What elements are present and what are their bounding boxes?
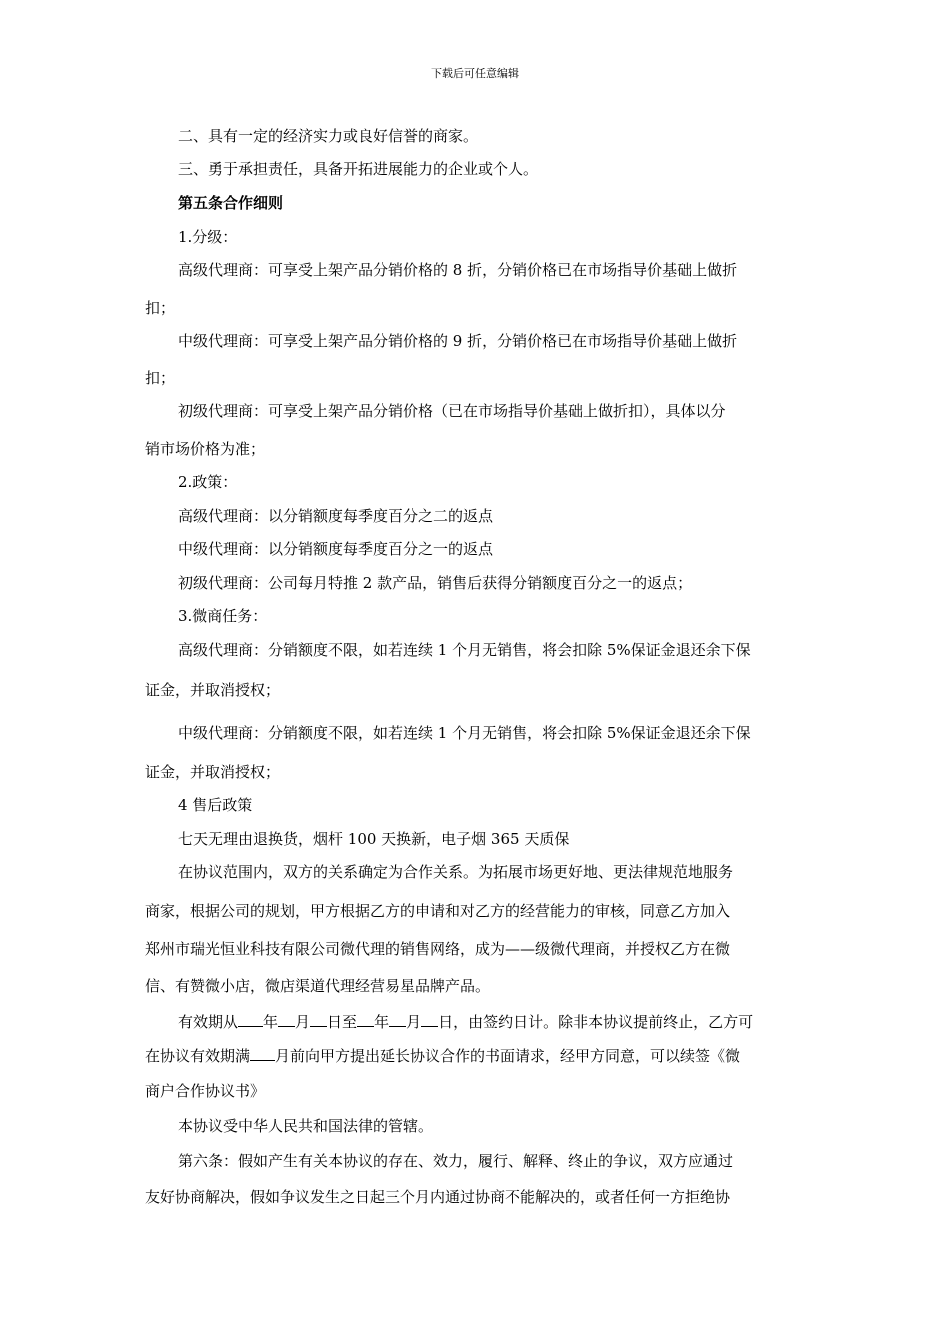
paragraph-line: 销市场价格为准； bbox=[145, 440, 266, 458]
blank-month-end bbox=[389, 1012, 406, 1027]
subheading: 4 售后政策 bbox=[178, 796, 253, 814]
blank-year-end bbox=[357, 1012, 374, 1027]
paragraph-line: 高级代理商：分销额度不限，如若连续 1 个月无销售，将会扣除 5%保证金退还余下保 bbox=[178, 641, 751, 659]
paragraph-line: 中级代理商：分销额度不限，如若连续 1 个月无销售，将会扣除 5%保证金退还余下保 bbox=[178, 724, 751, 742]
paragraph-line: 商户合作协议书》 bbox=[145, 1082, 266, 1100]
validity-period-line: 有效期从 年 月 日至 年 月 日，由签约日计。除非本协议提前终止，乙方可 bbox=[178, 1013, 754, 1031]
paragraph-line: 初级代理商：可享受上架产品分销价格（已在市场指导价基础上做折扣），具体以分 bbox=[178, 402, 726, 420]
paragraph-line: 证金，并取消授权； bbox=[145, 763, 281, 781]
blank-year-start bbox=[238, 1012, 263, 1027]
paragraph-line: 三、勇于承担责任，具备开拓进展能力的企业或个人。 bbox=[178, 160, 539, 178]
paragraph-line: 中级代理商：可享受上架产品分销价格的 9 折，分销价格已在市场指导价基础上做折 bbox=[178, 332, 738, 350]
blank-months bbox=[250, 1046, 275, 1061]
subheading: 3.微商任务： bbox=[178, 607, 268, 625]
paragraph-line: 高级代理商：以分销额度每季度百分之二的返点 bbox=[178, 507, 494, 525]
paragraph-line: 信、有赞微小店，微店渠道代理经营易星品牌产品。 bbox=[145, 977, 491, 995]
paragraph-line: 初级代理商：公司每月特推 2 款产品，销售后获得分销额度百分之一的返点； bbox=[178, 574, 693, 592]
paragraph-line: 高级代理商：可享受上架产品分销价格的 8 折，分销价格已在市场指导价基础上做折 bbox=[178, 261, 738, 279]
renewal-line: 在协议有效期满 月前向甲方提出延长协议合作的书面请求，经甲方同意，可以续签《微 bbox=[145, 1047, 741, 1065]
paragraph-line: 第六条：假如产生有关本协议的存在、效力，履行、解释、终止的争议，双方应通过 bbox=[178, 1152, 734, 1170]
subheading: 2.政策： bbox=[178, 473, 238, 491]
paragraph-line: 中级代理商：以分销额度每季度百分之一的返点 bbox=[178, 540, 494, 558]
paragraph-line: 证金，并取消授权； bbox=[145, 681, 281, 699]
paragraph-line: 在协议范围内，双方的关系确定为合作关系。为拓展市场更好地、更法律规范地服务 bbox=[178, 863, 734, 881]
blank-day-end bbox=[421, 1012, 438, 1027]
paragraph-line: 扣； bbox=[145, 369, 176, 387]
blank-day-start bbox=[310, 1012, 327, 1027]
blank-month-start bbox=[278, 1012, 295, 1027]
paragraph-line: 本协议受中华人民共和国法律的管辖。 bbox=[178, 1117, 434, 1135]
section-heading: 第五条合作细则 bbox=[178, 194, 284, 212]
subheading: 1.分级： bbox=[178, 228, 238, 246]
paragraph-line: 二、具有一定的经济实力或良好信誉的商家。 bbox=[178, 127, 479, 145]
paragraph-line: 友好协商解决，假如争议发生之日起三个月内通过协商不能解决的，或者任何一方拒绝协 bbox=[145, 1188, 731, 1206]
paragraph-line: 郑州市瑞光恒业科技有限公司微代理的销售网络，成为——级微代理商，并授权乙方在微 bbox=[145, 940, 731, 958]
paragraph-line: 七天无理由退换货，烟杆 100 天换新，电子烟 365 天质保 bbox=[178, 830, 570, 848]
page-header: 下载后可任意编辑 bbox=[431, 67, 519, 80]
paragraph-line: 商家，根据公司的规划，甲方根据乙方的申请和对乙方的经营能力的审核，同意乙方加入 bbox=[145, 902, 731, 920]
paragraph-line: 扣； bbox=[145, 299, 176, 317]
